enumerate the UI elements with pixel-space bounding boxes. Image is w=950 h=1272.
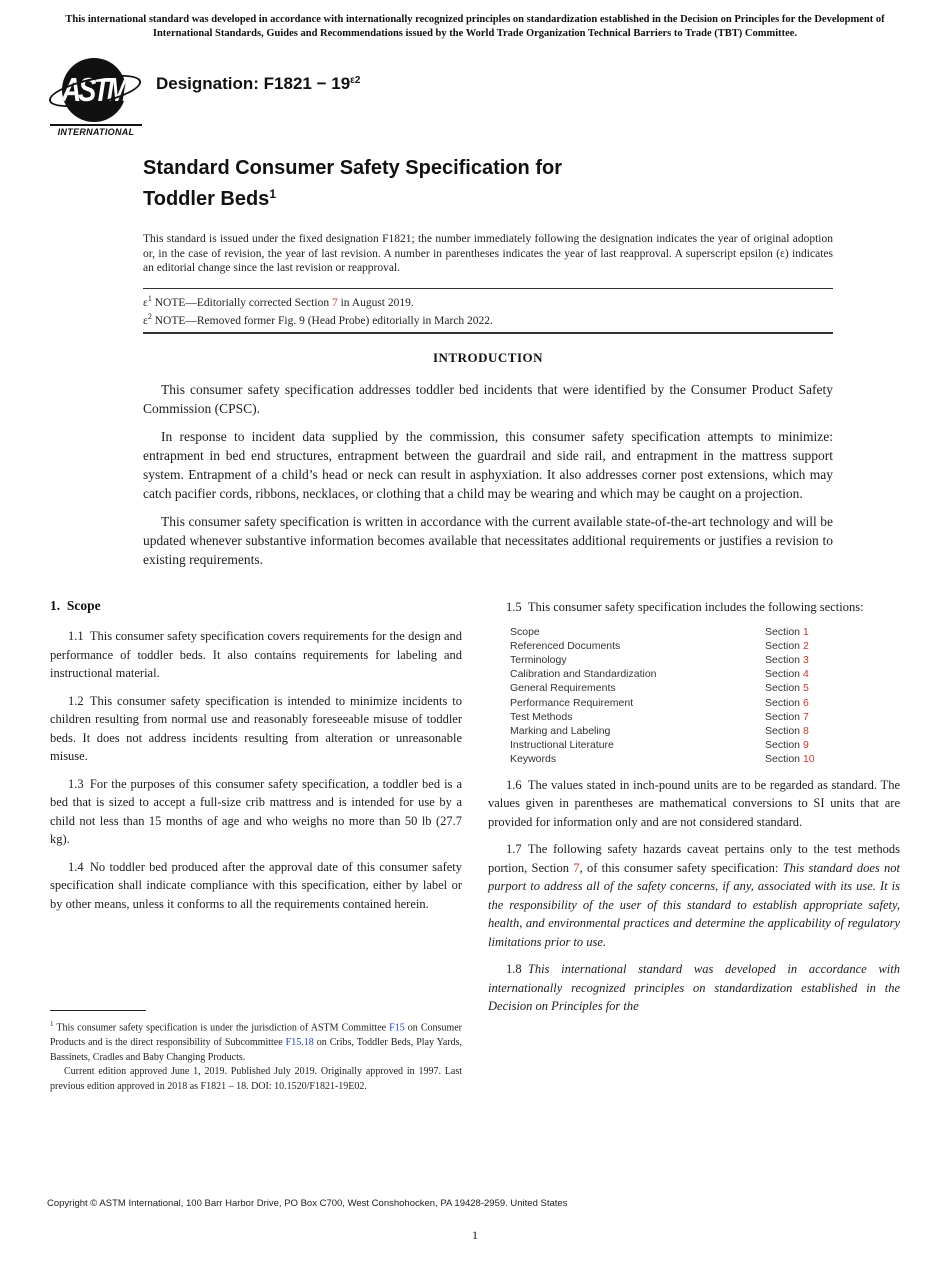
- section-word: Section: [765, 710, 801, 723]
- subcommittee-f15-18-link[interactable]: F15.18: [285, 1037, 314, 1048]
- page-number: 1: [472, 1228, 478, 1242]
- scope-heading: 1. Scope: [50, 598, 101, 613]
- footnote-text: This consumer safety specification is under the jurisdiction of ASTM Committee: [53, 1022, 390, 1034]
- section-word: Section: [765, 668, 801, 681]
- clause-1-1: 1.1 This consumer safety specification covers requirements for the design and performance of toddler beds. It also contains requirements for labeling and instructional material.: [50, 629, 462, 680]
- epsilon-symbol: ε: [143, 314, 148, 327]
- table-row: [510, 752, 900, 766]
- section-7-link[interactable]: 7: [331, 296, 338, 309]
- clause-italic-text: This international standard was developed in accordance with internationally recognized principles on standardization established in the Decision on Principles for the: [488, 962, 900, 1014]
- clause-1-7: [488, 840, 900, 951]
- title-footnote-ref[interactable]: 1: [269, 187, 276, 201]
- astm-logo-international-label: INTERNATIONAL: [50, 124, 142, 137]
- footnote-marker: 1: [50, 1020, 54, 1029]
- sections-table: [510, 625, 900, 767]
- table-row: [510, 710, 900, 724]
- section-ref: [765, 696, 809, 710]
- clause-text: 1.7 The following safety hazards caveat pertains only to the test methods portion, Section: [488, 842, 900, 875]
- section-number-link[interactable]: 5: [802, 682, 809, 695]
- table-row: [510, 681, 900, 695]
- two-column-body: [50, 598, 900, 1094]
- epsilon-superscript: 2: [147, 311, 152, 321]
- notes-bottom-rule: [143, 332, 833, 334]
- section-number-link[interactable]: 6: [802, 696, 809, 709]
- introduction-heading: INTRODUCTION: [432, 350, 543, 366]
- section-word: Section: [765, 724, 801, 737]
- section-word: Section: [765, 696, 801, 709]
- footnote-rule: [50, 1010, 146, 1011]
- designation-text: [156, 74, 360, 94]
- document-title: [143, 155, 833, 212]
- note-text-tail: in August 2019.: [337, 296, 414, 309]
- section-label: General Requirements: [510, 682, 616, 695]
- section-label: Keywords: [510, 753, 557, 766]
- section-label: Performance Requirement: [510, 696, 634, 709]
- section-number-link[interactable]: 8: [802, 724, 809, 737]
- title-line-2: Toddler Beds: [143, 188, 270, 210]
- table-row: [510, 724, 900, 738]
- left-column: [50, 598, 462, 1094]
- note-text: NOTE—Removed former Fig. 9 (Head Probe) editorially in March 2022.: [151, 314, 493, 327]
- editorial-note-1: [143, 292, 833, 310]
- footnote-1: [50, 1017, 462, 1065]
- section-number-link[interactable]: 7: [802, 710, 809, 723]
- designation-superscript: ε2: [350, 75, 361, 86]
- section-ref: [765, 653, 809, 667]
- editorial-notes: [143, 288, 833, 335]
- committee-f15-link[interactable]: F15: [389, 1022, 405, 1034]
- section-label: Test Methods: [510, 710, 573, 723]
- section-number-link[interactable]: 1: [802, 625, 809, 638]
- footnote-edition: Current edition approved June 1, 2019. Published July 2019. Originally approved in 1997. Last previous edition approved in 2018 as F1821 – 18. DOI: 10.1520/F1821-19E02.: [50, 1066, 462, 1092]
- section-ref: [765, 724, 809, 738]
- epsilon-symbol: ε: [143, 296, 148, 309]
- section-label: Calibration and Standardization: [510, 668, 657, 681]
- document-header: [50, 56, 361, 137]
- table-row: [510, 696, 900, 710]
- designation-label: Designation: F1821 − 19: [156, 74, 351, 93]
- title-line-1: Standard Consumer Safety Specification for: [143, 157, 562, 179]
- astm-logo-text: ASTM: [62, 70, 126, 109]
- section-ref: [765, 710, 809, 724]
- section-word: Section: [765, 739, 801, 752]
- clause-text: , of this consumer safety specification:: [579, 860, 783, 875]
- footnote-text: on Cribs, Toddler Beds, Play Yards, Bassinets, Cradles and Baby Changing Products.: [50, 1037, 462, 1063]
- introduction-paragraph: This consumer safety specification addresses toddler bed incidents that were identified by the Consumer Product Safety Commission (CPSC).: [143, 382, 833, 417]
- issuance-note: This standard is issued under the fixed designation F1821; the number immediately following the designation indicates the year of original adoption or, in the case of revision, the year of last revision. A number in parentheses indicates the year of last reapproval. A superscript epsilon (ε) indicates an editorial change since the last revision or reapproval.: [143, 233, 833, 274]
- table-row: [510, 625, 900, 639]
- editorial-note-2: [143, 310, 833, 328]
- section-word: Section: [765, 625, 801, 638]
- section-word: Section: [765, 682, 801, 695]
- clause-1-2: 1.2 This consumer safety specification is intended to minimize incidents to children resulting from normal use and reasonably foreseeable misuse of toddler beds. It does not address incidents resulting from alteration or unreasonable misuse.: [50, 693, 462, 763]
- section-ref: [765, 752, 815, 766]
- epsilon-superscript: 1: [147, 293, 152, 303]
- clause-1-6: 1.6 The values stated in inch-pound units are to be regarded as standard. The values given in parentheses are mathematical conversions to SI units that are provided for information only and are not considered standard.: [488, 777, 900, 829]
- section-word: Section: [765, 639, 801, 652]
- main-block: [143, 155, 833, 569]
- table-row: [510, 667, 900, 681]
- section-label: Marking and Labeling: [510, 724, 611, 737]
- section-number-link[interactable]: 4: [802, 668, 809, 681]
- section-label: Terminology: [510, 653, 567, 666]
- section-label: Instructional Literature: [510, 739, 614, 752]
- notes-top-rule: [143, 288, 833, 289]
- note-text: NOTE—Editorially corrected Section: [151, 296, 332, 309]
- section-ref: [765, 681, 809, 695]
- section-7-link[interactable]: 7: [573, 860, 580, 875]
- section-number-link[interactable]: 9: [802, 739, 809, 752]
- section-word: Section: [765, 753, 801, 766]
- astm-logo-globe-icon: [62, 58, 126, 122]
- introduction-paragraph: In response to incident data supplied by the commission, this consumer safety specification attempts to minimize: entrapment in bed end structures, entrapment between the guardrail and side rail, and entrapment in the mattress support system. Entrapment of a child’s head or neck can result in asphyxiation. It also addresses corner post extensions, which may catch pacifier cords, ribbons, necklaces, or clothing that a child may be wearing and which may be caught on a projection.: [143, 429, 833, 502]
- table-row: [510, 639, 900, 653]
- top-disclaimer: This international standard was developed in accordance with internationally recognized principles on standardization established in the Decision on Principles for the Development of International Standards, Guides and Recommendations issued by the World Trade Organization Technical Barriers to Trade (TBT) Committee.: [65, 14, 885, 39]
- clause-number: 1.8: [506, 962, 528, 977]
- section-number-link[interactable]: 3: [802, 653, 809, 666]
- introduction-paragraph: This consumer safety specification is written in accordance with the current available state-of-the-art technology and will be updated whenever substantive information becomes available that necessitates additional requirements or justifies a revision to existing requirements.: [143, 514, 833, 568]
- section-ref: [765, 639, 809, 653]
- right-column: [488, 598, 900, 1094]
- section-number-link[interactable]: 2: [802, 639, 809, 652]
- astm-logo: [50, 56, 146, 137]
- clause-1-4: 1.4 No toddler bed produced after the approval date of this consumer safety specification shall indicate compliance with this specification, either by label or by other means, unless it conforms to all the requirements contained herein.: [50, 859, 462, 911]
- section-word: Section: [765, 653, 801, 666]
- footnote-block: [50, 1010, 462, 1094]
- clause-1-3: 1.3 For the purposes of this consumer safety specification, a toddler bed is a bed that is sized to accept a full-size crib mattress and is intended for use by a child not less than 15 months of age and who weighs no more than 50 lb (27.7 kg).: [50, 776, 462, 846]
- section-ref: [765, 667, 809, 681]
- caveat-italic-text: This standard does not purport to address all of the safety concerns, if any, associated with its use. It is the responsibility of the user of this standard to establish appropriate safety, health, and environmental practices and determine the applicability of regulatory limitations prior to use.: [488, 860, 900, 949]
- clause-1-8: [488, 960, 900, 1016]
- section-label: Referenced Documents: [510, 639, 621, 652]
- table-row: [510, 738, 900, 752]
- table-row: [510, 653, 900, 667]
- copyright-line: Copyright © ASTM International, 100 Barr Harbor Drive, PO Box C700, West Conshohocken, PA 19428-2959. United States: [47, 1198, 568, 1209]
- section-number-link[interactable]: 10: [802, 753, 815, 766]
- section-ref: [765, 738, 809, 752]
- section-ref: [765, 625, 809, 639]
- footnote-text: on Consumer Products and is the direct responsibility of Subcommittee: [50, 1022, 462, 1048]
- section-label: Scope: [510, 625, 540, 638]
- clause-1-5: 1.5 This consumer safety specification includes the following sections:: [506, 600, 864, 614]
